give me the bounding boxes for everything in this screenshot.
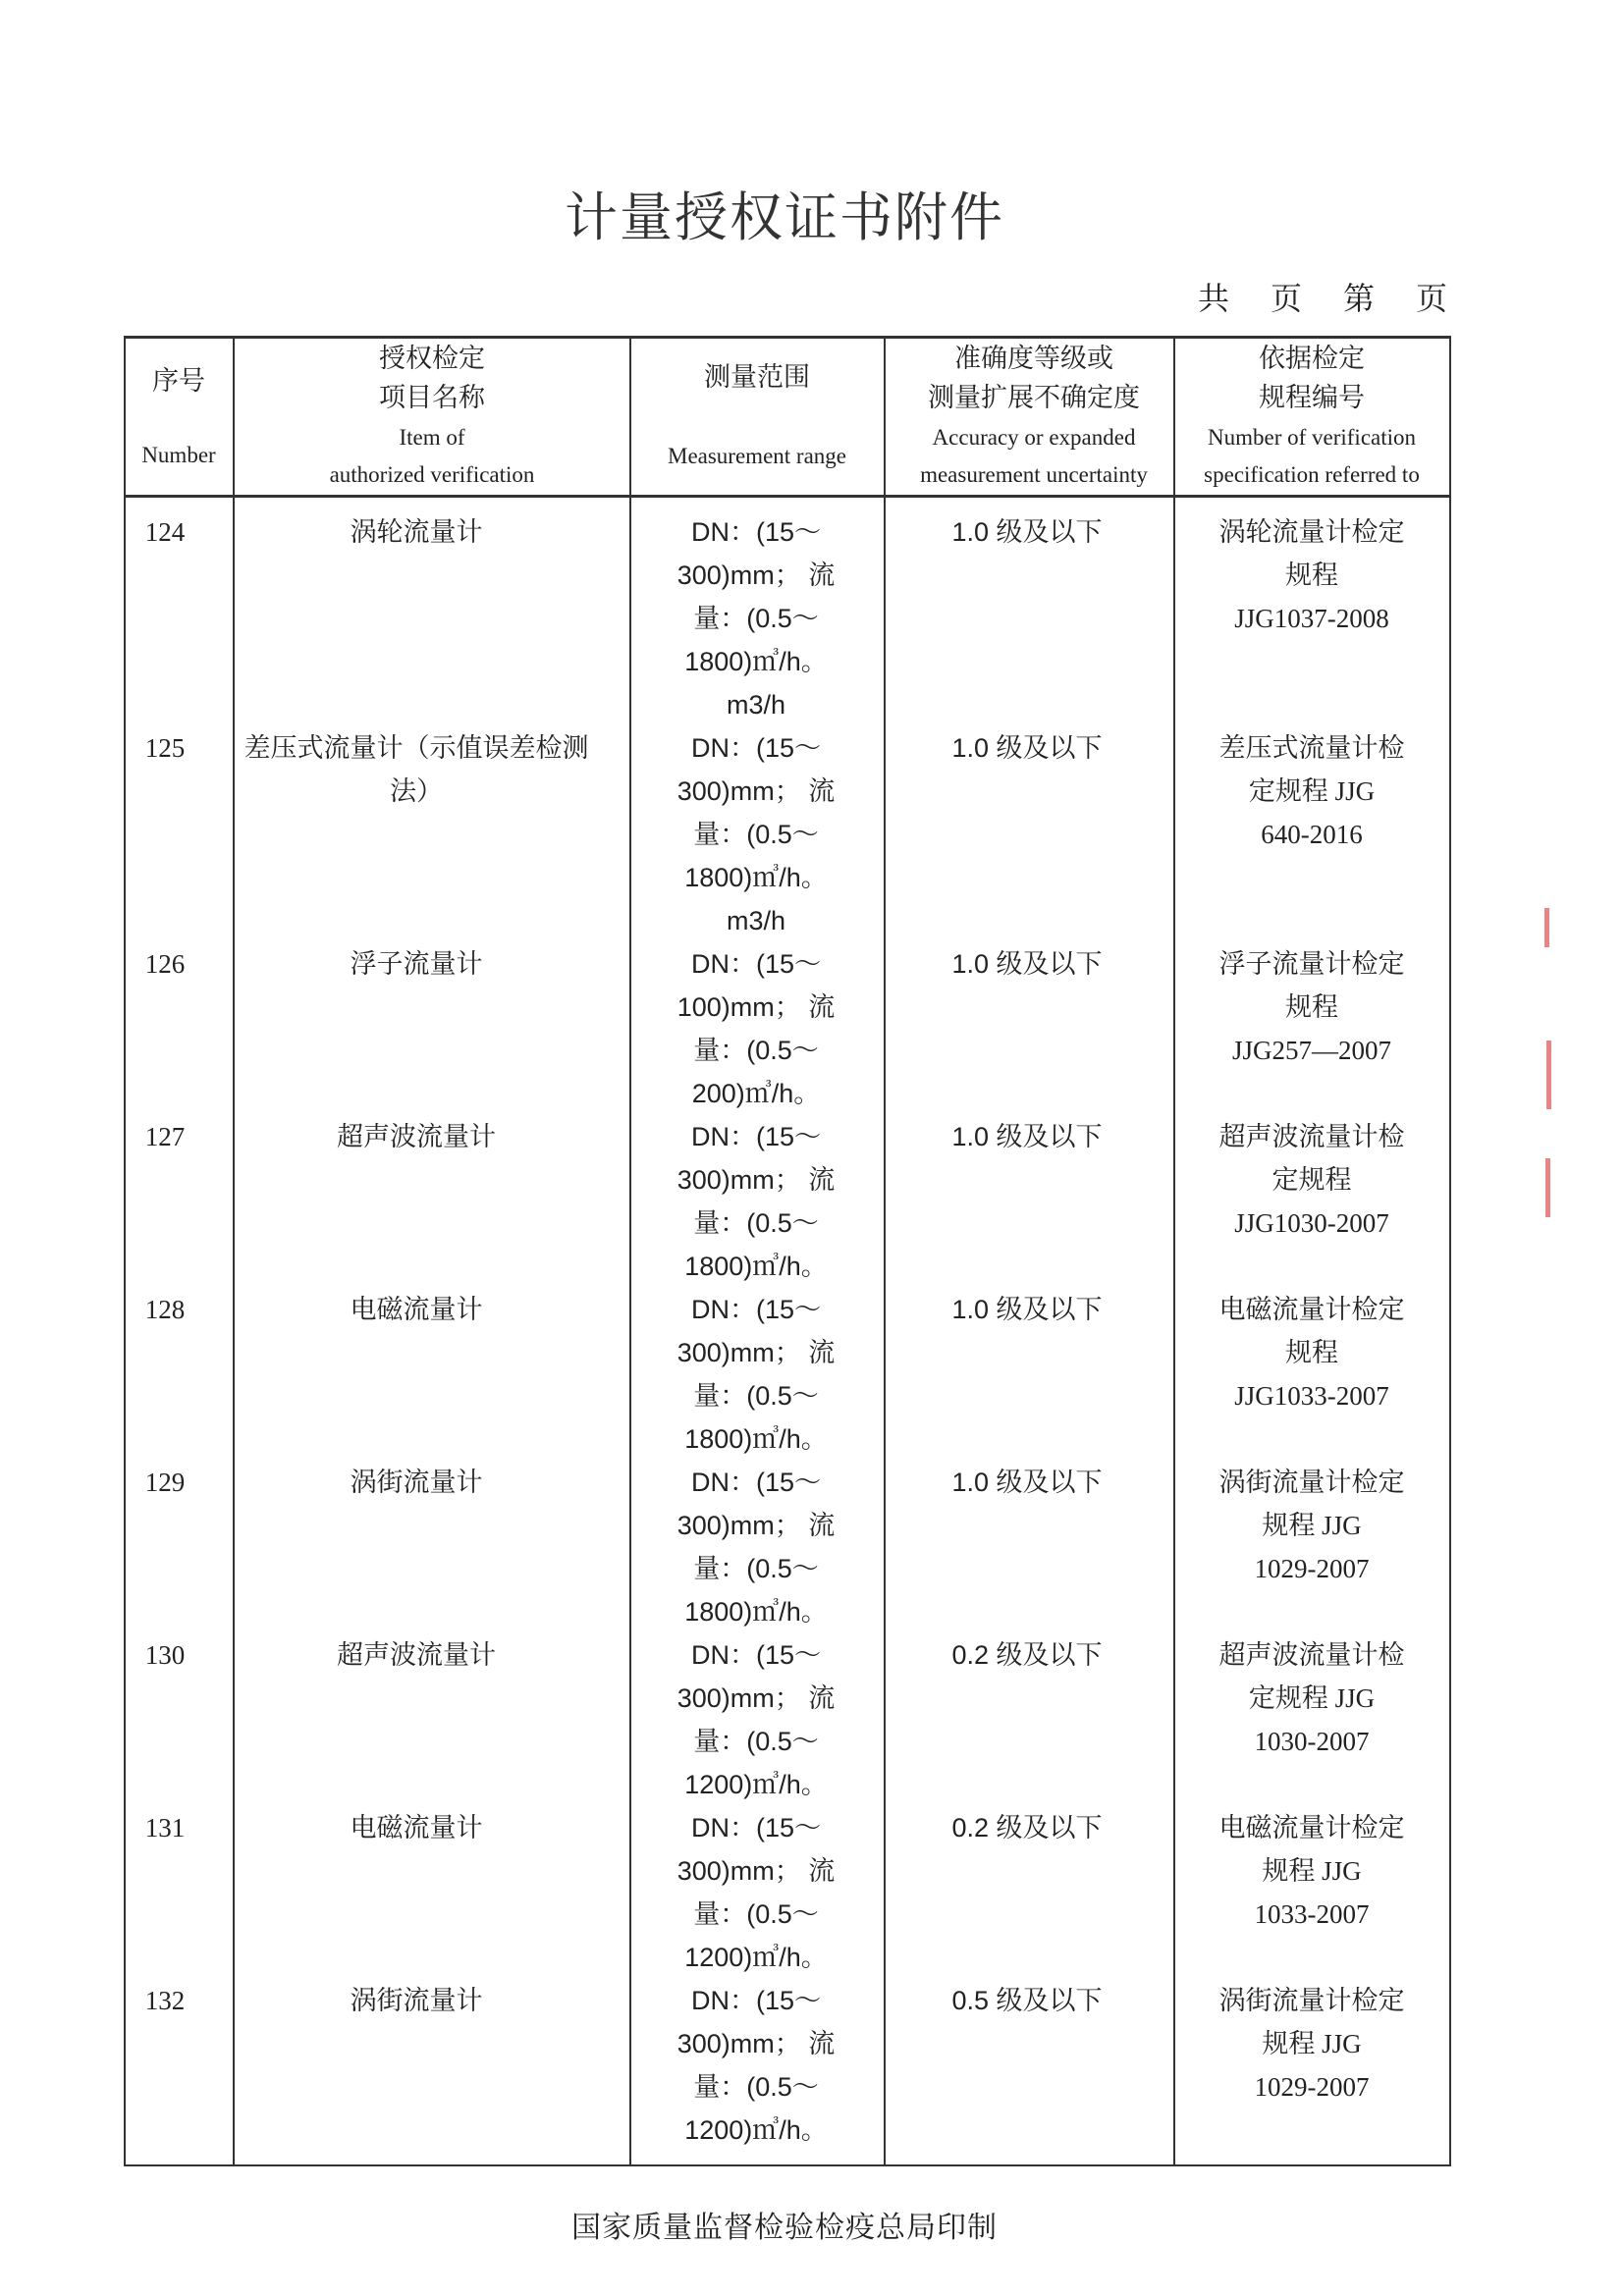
- verification-regulation: 规程 JJG: [1262, 1511, 1362, 1540]
- measurement-range: 1200)㎥/h。: [684, 1943, 828, 1972]
- verification-regulation: 浮子流量计检定: [1218, 949, 1405, 979]
- verification-regulation: JJG1030-2007: [1234, 1208, 1389, 1238]
- measurement-range: 200)㎥/h。: [691, 1079, 821, 1108]
- measurement-range: 300)mm； 流: [676, 1856, 836, 1886]
- item-name: 电磁流量计: [350, 1813, 483, 1842]
- header-number-cn: 序号: [152, 366, 205, 396]
- accuracy-class: 1.0 级及以下: [951, 949, 1103, 979]
- accuracy-class: 1.0 级及以下: [951, 1295, 1103, 1324]
- row-number: 127: [144, 1122, 186, 1151]
- measurement-range: DN：(15～: [690, 949, 822, 979]
- accuracy-class: 0.2 级及以下: [951, 1640, 1103, 1670]
- measurement-range: 300)mm； 流: [676, 1511, 836, 1540]
- measurement-range: 量：(0.5～: [693, 1036, 819, 1065]
- measurement-range: 300)mm； 流: [676, 1683, 836, 1713]
- table-border-left: [124, 336, 126, 2166]
- column-divider: [884, 336, 886, 2166]
- item-name: 法）: [390, 776, 443, 806]
- verification-regulation: 定规程 JJG: [1248, 1683, 1376, 1713]
- measurement-range: 量：(0.5～: [693, 604, 819, 633]
- verification-regulation: 电磁流量计检定: [1218, 1813, 1405, 1842]
- seal-edge-mark: [1544, 908, 1549, 947]
- verification-regulation: 涡街流量计检定: [1218, 1468, 1405, 1497]
- measurement-range: 1800)㎥/h。: [684, 1252, 828, 1281]
- header-item-cn: 授权检定: [379, 344, 485, 373]
- verification-regulation: 规程: [1285, 992, 1338, 1022]
- measurement-range: 100)mm； 流: [676, 992, 836, 1022]
- accuracy-class: 1.0 级及以下: [951, 1468, 1103, 1497]
- row-number: 131: [144, 1813, 186, 1842]
- verification-regulation: 规程 JJG: [1262, 1856, 1362, 1886]
- header-accuracy-cn: 准确度等级或: [954, 344, 1113, 373]
- measurement-range: DN：(15～: [690, 1640, 822, 1670]
- header-accuracy-en: Accuracy or expanded: [932, 425, 1136, 450]
- measurement-range: 300)mm； 流: [676, 1338, 836, 1367]
- item-name: 差压式流量计（示值误差检测: [243, 733, 589, 763]
- measurement-range: DN：(15～: [690, 1122, 822, 1151]
- measurement-range: DN：(15～: [690, 1986, 822, 2015]
- item-name: 超声波流量计: [337, 1122, 496, 1151]
- header-accuracy-cn: 测量扩展不确定度: [928, 383, 1140, 412]
- measurement-range: m3/h: [726, 690, 786, 720]
- verification-regulation: 涡街流量计检定: [1218, 1986, 1405, 2015]
- seal-edge-mark: [1546, 1041, 1551, 1109]
- measurement-range: 量：(0.5～: [693, 1899, 819, 1929]
- verification-regulation: 1030-2007: [1254, 1727, 1370, 1756]
- measurement-range: 量：(0.5～: [693, 1727, 819, 1756]
- accuracy-class: 1.0 级及以下: [951, 1122, 1103, 1151]
- measurement-range: 1800)㎥/h。: [684, 1424, 828, 1454]
- table-border-bottom: [124, 2164, 1451, 2166]
- row-number: 128: [144, 1295, 186, 1324]
- verification-regulation: 差压式流量计检: [1218, 733, 1405, 763]
- header-range-cn: 测量范围: [704, 362, 810, 392]
- verification-regulation: 规程: [1285, 561, 1338, 590]
- verification-regulation: 规程: [1285, 1338, 1338, 1367]
- verification-regulation: 超声波流量计检: [1218, 1640, 1405, 1670]
- header-item-en: authorized verification: [329, 462, 535, 487]
- verification-regulation: JJG1033-2007: [1234, 1381, 1389, 1411]
- accuracy-class: 1.0 级及以下: [951, 733, 1103, 763]
- row-number: 129: [144, 1468, 186, 1497]
- accuracy-class: 1.0 级及以下: [951, 517, 1103, 547]
- measurement-range: 量：(0.5～: [693, 1381, 819, 1411]
- measurement-range: 1800)㎥/h。: [684, 863, 828, 892]
- header-range-en: Measurement range: [667, 444, 847, 468]
- verification-regulation: 640-2016: [1261, 820, 1363, 849]
- measurement-range: DN：(15～: [690, 1813, 822, 1842]
- measurement-range: 1800)㎥/h。: [684, 1597, 828, 1627]
- item-name: 超声波流量计: [337, 1640, 496, 1670]
- verification-regulation: 1029-2007: [1254, 2072, 1370, 2102]
- header-accuracy-en: measurement uncertainty: [920, 462, 1148, 487]
- measurement-range: 1200)㎥/h。: [684, 2115, 828, 2145]
- verification-regulation: JJG1037-2008: [1234, 604, 1389, 633]
- verification-regulation: 超声波流量计检: [1218, 1122, 1405, 1151]
- header-basis-cn: 规程编号: [1259, 383, 1365, 412]
- footer-printer: 国家质量监督检验检疫总局印制: [571, 2212, 998, 2244]
- row-number: 130: [144, 1640, 186, 1670]
- verification-regulation: 涡轮流量计检定: [1218, 517, 1405, 547]
- measurement-range: 量：(0.5～: [693, 1208, 819, 1238]
- header-item-en: Item of: [399, 425, 465, 450]
- item-name: 涡街流量计: [350, 1468, 483, 1497]
- row-number: 125: [144, 733, 186, 763]
- measurement-range: DN：(15～: [690, 733, 822, 763]
- header-basis-en: specification referred to: [1204, 462, 1420, 487]
- accuracy-class: 0.5 级及以下: [951, 1986, 1103, 2015]
- verification-regulation: JJG257—2007: [1231, 1036, 1392, 1065]
- row-number: 126: [144, 949, 186, 979]
- item-name: 涡轮流量计: [350, 517, 483, 547]
- table-border-right: [1449, 336, 1451, 2166]
- page-counter: 共 页 第 页: [1198, 281, 1448, 316]
- item-name: 电磁流量计: [350, 1295, 483, 1324]
- verification-regulation: 规程 JJG: [1262, 2029, 1362, 2058]
- measurement-range: 量：(0.5～: [693, 2072, 819, 2102]
- measurement-range: 量：(0.5～: [693, 820, 819, 849]
- verification-regulation: 定规程: [1271, 1165, 1352, 1195]
- measurement-range: DN：(15～: [690, 1295, 822, 1324]
- item-name: 涡街流量计: [350, 1986, 483, 2015]
- header-divider: [124, 495, 1451, 498]
- measurement-range: DN：(15～: [690, 517, 822, 547]
- column-divider: [233, 336, 235, 2166]
- column-divider: [1173, 336, 1175, 2166]
- header-item-cn: 项目名称: [379, 383, 485, 412]
- row-number: 124: [144, 517, 186, 547]
- verification-regulation: 1029-2007: [1254, 1554, 1370, 1583]
- item-name: 浮子流量计: [350, 949, 483, 979]
- verification-regulation: 定规程 JJG: [1248, 776, 1376, 806]
- measurement-range: 1200)㎥/h。: [684, 1770, 828, 1799]
- measurement-range: 量：(0.5～: [693, 1554, 819, 1583]
- page-title: 计量授权证书附件: [565, 188, 1004, 247]
- header-number-en: Number: [141, 443, 216, 467]
- measurement-range: 300)mm； 流: [676, 776, 836, 806]
- measurement-range: 1800)㎥/h。: [684, 647, 828, 676]
- measurement-range: 300)mm； 流: [676, 2029, 836, 2058]
- measurement-range: 300)mm； 流: [676, 561, 836, 590]
- row-number: 132: [144, 1986, 186, 2015]
- measurement-range: m3/h: [726, 906, 786, 935]
- column-divider: [629, 336, 631, 2166]
- measurement-range: DN：(15～: [690, 1468, 822, 1497]
- measurement-range: 300)mm； 流: [676, 1165, 836, 1195]
- header-basis-en: Number of verification: [1207, 425, 1417, 450]
- accuracy-class: 0.2 级及以下: [951, 1813, 1103, 1842]
- verification-regulation: 1033-2007: [1254, 1899, 1370, 1929]
- header-basis-cn: 依据检定: [1259, 344, 1365, 373]
- verification-regulation: 电磁流量计检定: [1218, 1295, 1405, 1324]
- table-border-top: [124, 336, 1451, 339]
- seal-edge-mark: [1545, 1158, 1550, 1217]
